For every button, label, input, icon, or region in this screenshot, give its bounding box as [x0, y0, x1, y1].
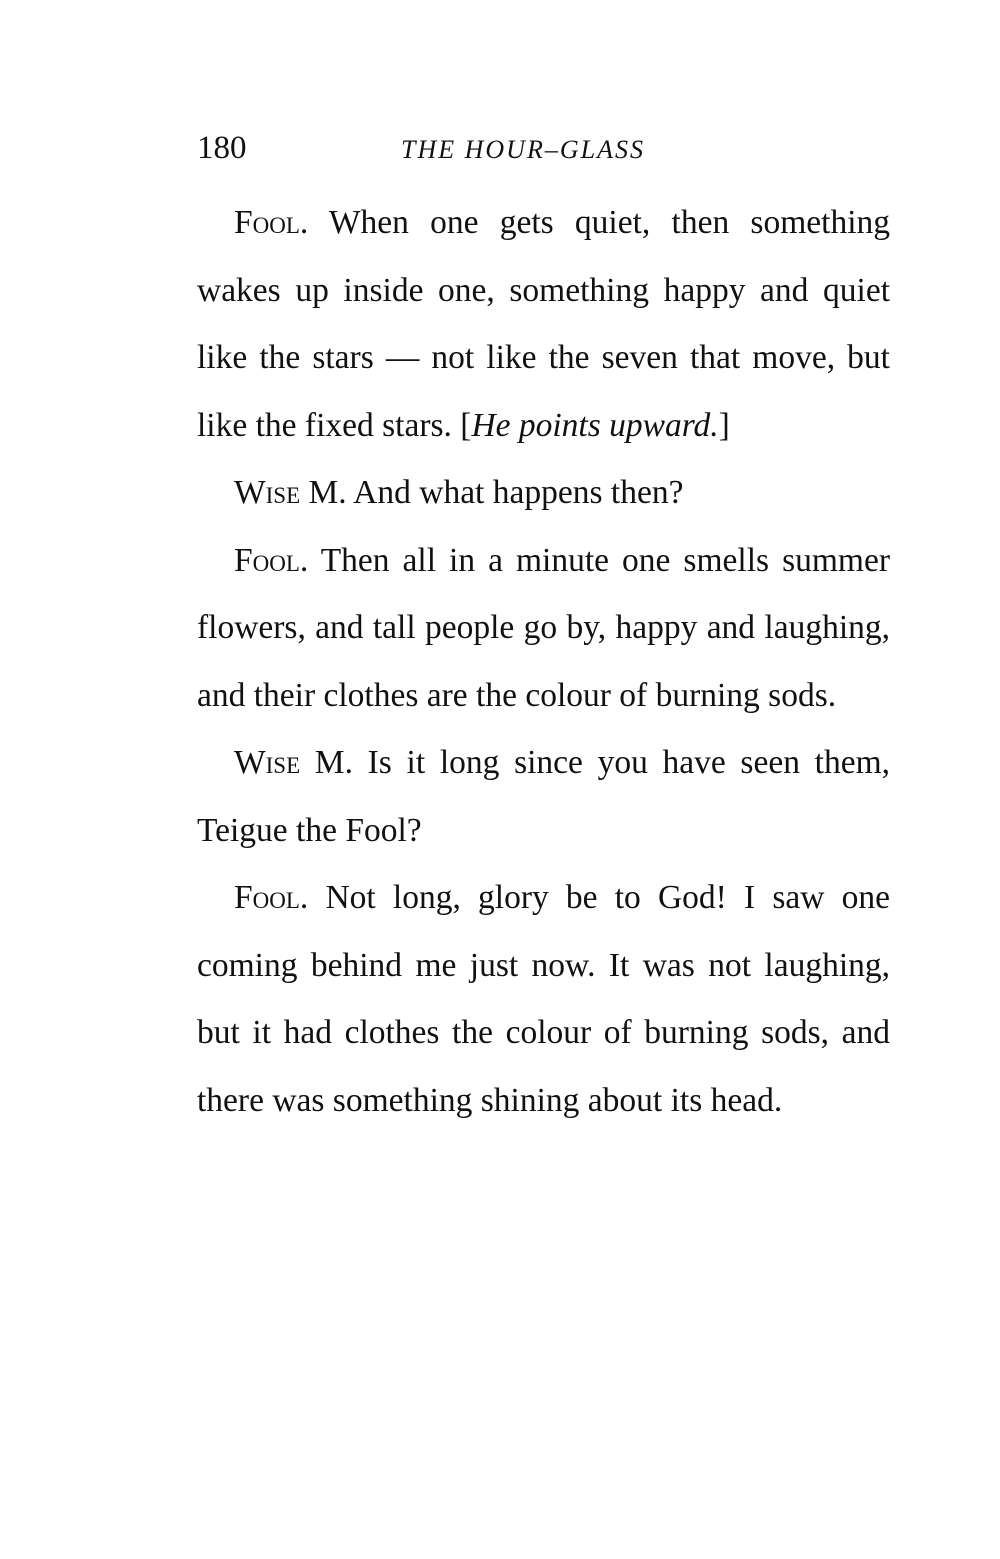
speaker-name: Fool. [234, 541, 309, 579]
speaker-name: Fool. [234, 204, 309, 241]
speech-text: When one gets quiet, then something wakes up inside one, something happy and quiet like the stars — not like the seven that move, but like the fixed stars. [197, 204, 890, 444]
speaker-name: Fool. [234, 879, 309, 916]
speech-text: Then all in a minute one smells summer flowers, and tall people go by, happy and laughing, and their clothes are the colour of burning sods. [197, 541, 890, 714]
speech-text: And what happens then? [346, 474, 684, 511]
running-title: THE HOUR–GLASS [401, 135, 645, 164]
page-number: 180 [197, 130, 247, 166]
play-text [197, 189, 890, 1134]
speech-wise-man-1 [197, 459, 890, 527]
speech-text: Is it long since you have seen them, Teigue the Fool? [197, 744, 890, 849]
speech-fool-3 [197, 864, 890, 1134]
running-head [197, 126, 890, 170]
stage-direction: He points upward. [471, 406, 719, 444]
speaker-name: Wise M. [234, 474, 347, 511]
speaker-name: Wise M. [234, 744, 353, 781]
speech-text: Not long, glory be to God! I saw one coming behind me just now. It was not laughing, but it had clothes the colour of burning sods, and there was something shining about its head. [197, 879, 890, 1119]
speech-fool-1 [197, 189, 890, 459]
stage-direction-close-bracket: ] [718, 406, 730, 444]
speech-wise-man-2 [197, 729, 890, 864]
stage-direction-open-bracket: [ [460, 406, 472, 444]
speech-fool-2 [197, 527, 890, 730]
